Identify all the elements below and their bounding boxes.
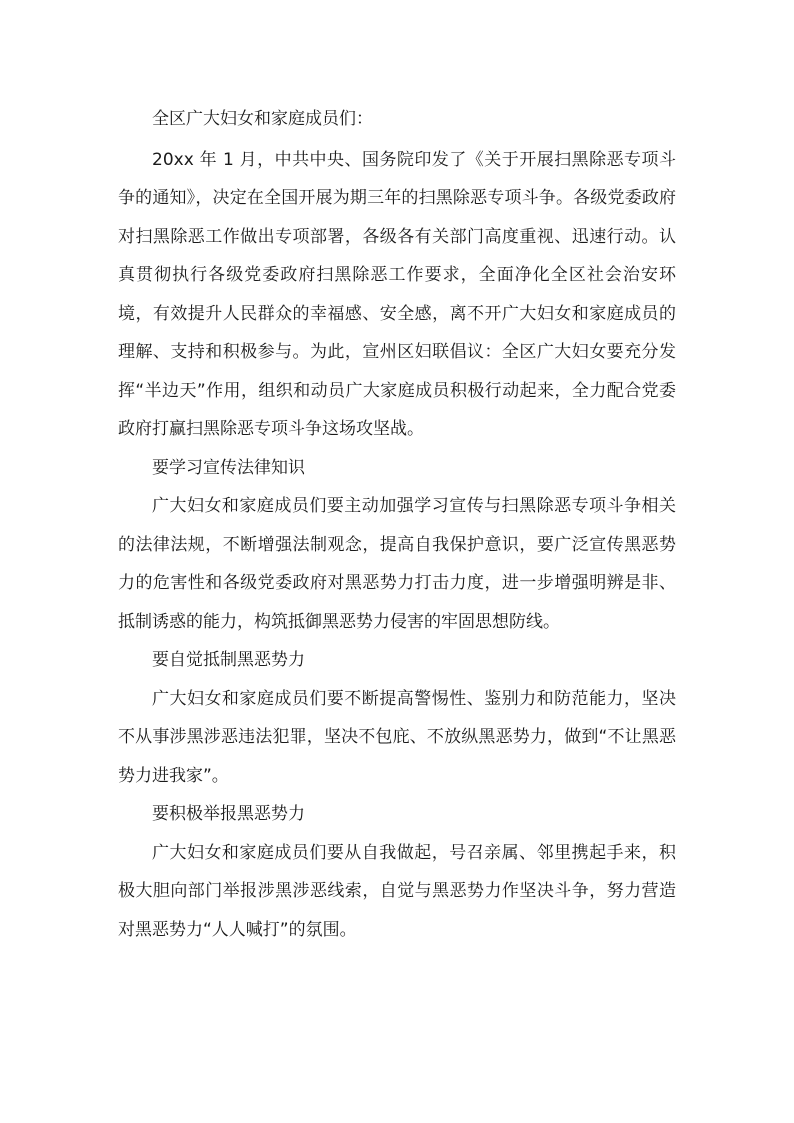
section-heading-study-law: 要学习宣传法律知识 [152, 457, 305, 478]
section-body-resist: 广大妇女和家庭成员们要不断提高警惕性、鉴别力和防范能力，坚决不从事涉黑涉恶违法犯罪，坚决不包庇、不放纵黑恶势力，做到“不让黑恶势力进我家”。 [118, 688, 676, 786]
section-heading-report: 要积极举报黑恶势力 [152, 804, 305, 824]
document-body [118, 100, 676, 949]
intro-paragraph: 20xx 年 1 月，中共中央、国务院印发了《关于开展扫黑除恶专项斗争的通知》，决定在全国开展为期三年的扫黑除恶专项斗争。各级党委政府对扫黑除恶工作做出专项部署，各级各有关部门高度重视、迅速行动。认真贯彻执行各级党委政府扫黑除恶工作要求，全面净化全区社会治安环境，有效提升人民群众的幸福感、安全感，离不开广大妇女和家庭成员的理解、支持和积极参与。为此，宣州区妇联倡议：全区广大妇女要充分发挥“半边天”作用，组织和动员广大家庭成员积极行动起来，全力配合党委政府打赢扫黑除恶专项斗争这场攻坚战。 [118, 149, 676, 439]
section-body-study-law: 广大妇女和家庭成员们要主动加强学习宣传与扫黑除恶专项斗争相关的法律法规，不断增强法制观念，提高自我保护意识，要广泛宣传黑恶势力的危害性和各级党委政府对黑恶势力打击力度，进一步增强明辨是非、抵制诱惑的能力，构筑抵御黑恶势力侵害的牢固思想防线。 [118, 496, 676, 632]
section-heading-resist: 要自觉抵制黑恶势力 [152, 650, 305, 670]
section-body-report: 广大妇女和家庭成员们要从自我做起，号召亲属、邻里携起手来，积极大胆向部门举报涉黑涉恶线索，自觉与黑恶势力作坚决斗争，努力营造对黑恶势力“人人喊打”的氛围。 [118, 842, 676, 940]
salutation: 全区广大妇女和家庭成员们： [152, 109, 373, 129]
